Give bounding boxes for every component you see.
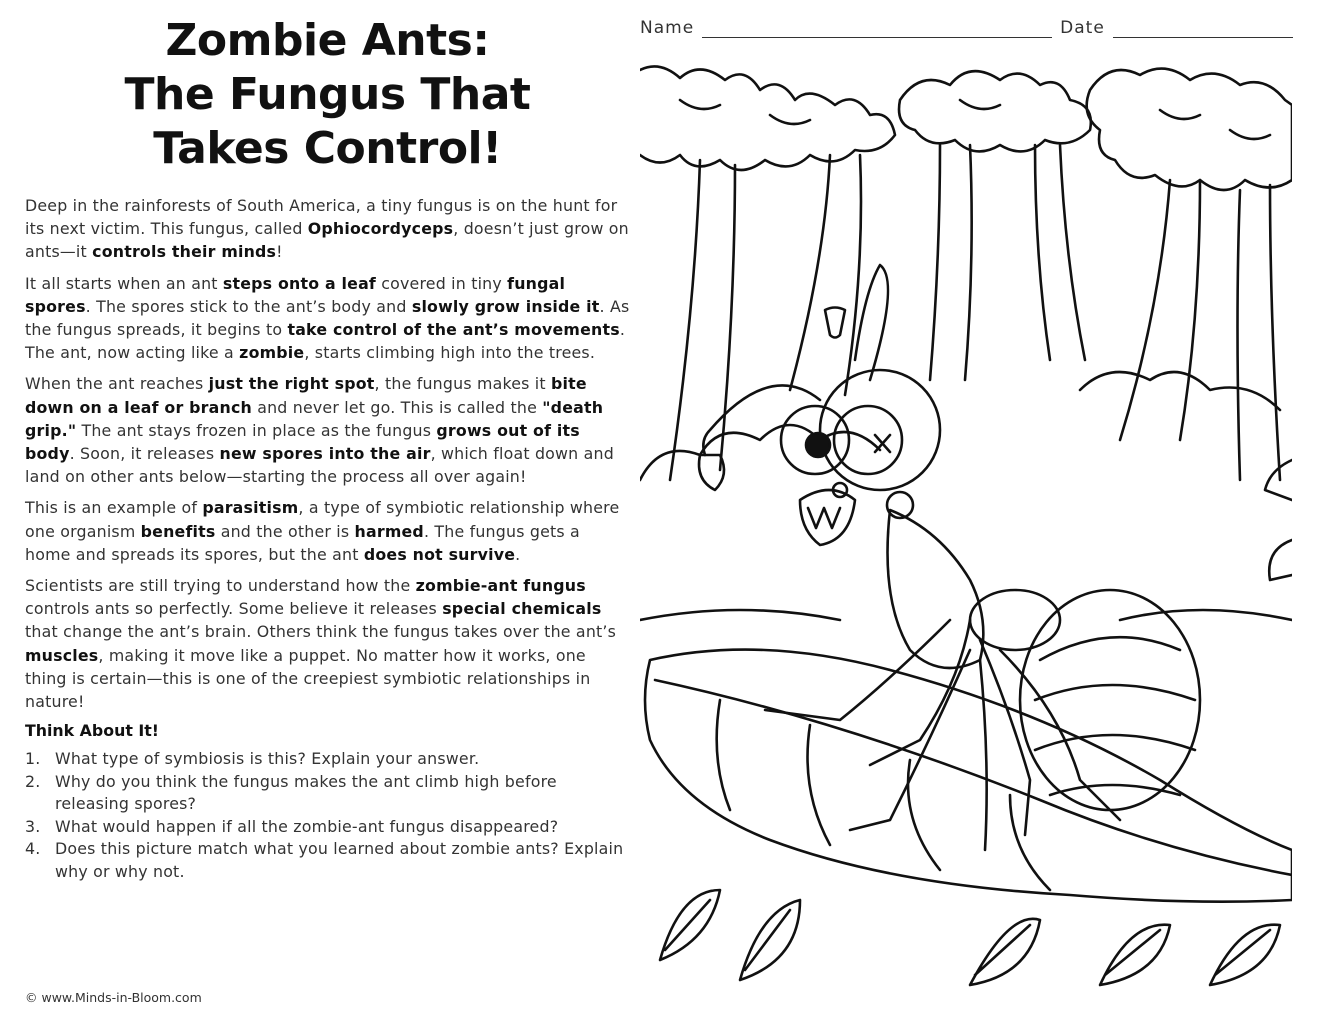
paragraph-text: . bbox=[515, 544, 521, 564]
bold-term: fungal spores bbox=[25, 273, 566, 316]
tree-canopy bbox=[640, 66, 1292, 190]
think-about-it-heading: Think About It! bbox=[25, 721, 160, 741]
question-item bbox=[25, 771, 630, 816]
zombie-ant bbox=[699, 265, 1200, 850]
copyright-footer: © www.Minds-in-Bloom.com bbox=[25, 990, 202, 1005]
question-text: Why do you think the fungus makes the ant climb high before releasing spores? bbox=[55, 771, 557, 814]
article-paragraph bbox=[25, 496, 630, 566]
paragraph-text: and the other is bbox=[215, 521, 355, 541]
bold-term: zombie-ant fungus bbox=[415, 576, 586, 596]
question-item bbox=[25, 816, 630, 839]
bold-term: steps onto a leaf bbox=[222, 273, 377, 293]
title-line-2: The Fungus That bbox=[124, 69, 531, 120]
tree-trunks bbox=[670, 145, 1280, 480]
paragraph-text: , starts climbing high into the trees. bbox=[304, 343, 596, 363]
bold-term: grows out of its body bbox=[25, 420, 580, 464]
question-list bbox=[25, 748, 630, 883]
paragraph-text: . The ant, now acting like a bbox=[25, 320, 626, 363]
date-label: Date bbox=[1060, 18, 1105, 38]
name-label: Name bbox=[640, 18, 695, 38]
bold-term: "death grip." bbox=[25, 397, 604, 440]
paragraph-text: and never let go. This is called the bbox=[251, 397, 543, 417]
bold-term: benefits bbox=[140, 521, 216, 541]
bold-term: just the right spot bbox=[208, 374, 375, 394]
paragraph-text: Scientists are still trying to understand how the bbox=[25, 576, 416, 596]
name-date-header bbox=[640, 18, 1295, 38]
bold-term: parasitism bbox=[202, 498, 299, 518]
bush bbox=[640, 372, 1280, 480]
bold-term: bite down on a leaf or branch bbox=[25, 374, 587, 417]
title-line-3: Takes Control! bbox=[153, 123, 502, 174]
paragraph-text: This is an example of bbox=[25, 498, 203, 518]
ground-line bbox=[640, 610, 1292, 620]
question-number: 4. bbox=[25, 839, 41, 859]
paragraph-text: , which float down and land on other ants below—starting the process all over again! bbox=[25, 444, 614, 487]
worksheet-title bbox=[25, 14, 630, 176]
bold-term: zombie bbox=[239, 343, 305, 363]
paragraph-text: . Soon, it releases bbox=[69, 444, 220, 464]
bold-term: muscles bbox=[25, 645, 99, 665]
question-item bbox=[25, 748, 630, 771]
paragraph-text: . As the fungus spreads, it begins to bbox=[25, 296, 630, 340]
question-number: 2. bbox=[25, 771, 41, 791]
bold-term: take control of the ant’s movements bbox=[287, 320, 620, 340]
paragraph-text: . The spores stick to the ant’s body and bbox=[85, 296, 412, 316]
paragraph-text: controls ants so perfectly. Some believe it releases bbox=[25, 599, 443, 619]
edge-leaf bbox=[1265, 460, 1292, 580]
paragraph-text: The ant stays frozen in place as the fungus bbox=[76, 420, 437, 440]
name-line[interactable] bbox=[702, 19, 1052, 38]
article-paragraph bbox=[25, 574, 630, 713]
bold-term: harmed bbox=[354, 521, 424, 541]
paragraph-text: ! bbox=[276, 242, 283, 262]
large-leaf bbox=[645, 650, 1292, 902]
article-paragraph bbox=[25, 272, 630, 365]
paragraph-text: It all starts when an ant bbox=[25, 273, 223, 293]
question-text: What type of symbiosis is this? Explain your answer. bbox=[55, 749, 480, 769]
article-paragraph bbox=[25, 372, 630, 488]
question-text: What would happen if all the zombie-ant fungus disappeared? bbox=[55, 816, 559, 836]
article-body bbox=[25, 194, 630, 713]
question-number: 1. bbox=[25, 749, 41, 769]
paragraph-text: , a type of symbiotic relationship where one organism bbox=[25, 498, 620, 541]
article-column bbox=[25, 14, 630, 883]
paragraph-text: , the fungus makes it bbox=[374, 374, 552, 394]
paragraph-text: , making it move like a puppet. No matter how it works, one thing is certain—this is one of the creepiest symbiotic relationships in nature! bbox=[25, 645, 591, 712]
foreground-leaves bbox=[660, 890, 1280, 985]
question-number: 3. bbox=[25, 816, 41, 836]
paragraph-text: When the ant reaches bbox=[25, 374, 209, 394]
article-paragraph bbox=[25, 194, 630, 264]
zombie-ant-coloring-illustration bbox=[640, 60, 1292, 992]
bold-term: special chemicals bbox=[442, 599, 602, 619]
question-item bbox=[25, 838, 630, 883]
paragraph-text: covered in tiny bbox=[376, 273, 508, 293]
paragraph-text: . The fungus gets a home and spreads its spores, but the ant bbox=[25, 521, 580, 564]
paragraph-text: that change the ant’s brain. Others think the fungus takes over the ant’s bbox=[25, 622, 617, 642]
bold-term: controls their minds bbox=[92, 242, 277, 262]
date-line[interactable] bbox=[1113, 19, 1293, 38]
paragraph-text: Deep in the rainforests of South America, a tiny fungus is on the hunt for its next victim. This fungus, called bbox=[25, 196, 618, 239]
bold-term: Ophiocordyceps bbox=[307, 219, 454, 239]
bold-term: slowly grow inside it bbox=[411, 296, 600, 316]
bold-term: new spores into the air bbox=[219, 444, 431, 464]
question-text: Does this picture match what you learned about zombie ants? Explain why or why not. bbox=[55, 839, 624, 881]
title-line-1: Zombie Ants: bbox=[165, 15, 490, 66]
bold-term: does not survive bbox=[363, 544, 516, 564]
paragraph-text: , doesn’t just grow on ants—it bbox=[25, 219, 629, 262]
